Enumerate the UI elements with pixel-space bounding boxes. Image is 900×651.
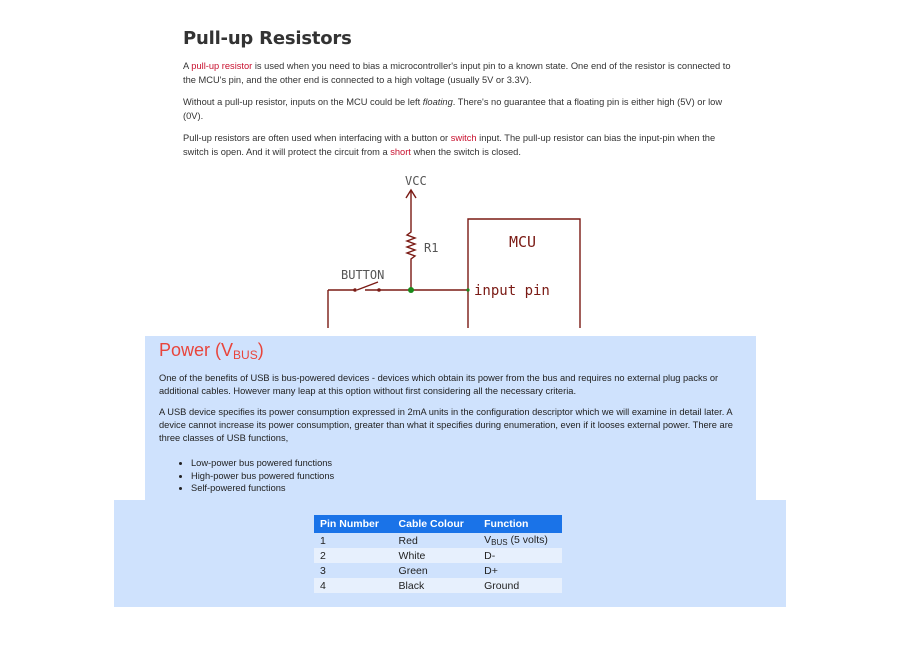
switch-contact-left: [353, 288, 357, 292]
table-row: [314, 563, 562, 578]
pin-cell: 2: [314, 548, 393, 563]
list-item: • Low-power bus powered functions: [191, 457, 739, 470]
pin-cell: 4: [314, 578, 393, 593]
header-cable-colour: Cable Colour: [393, 515, 479, 533]
text-run: . There's no guarantee that a floating pin is either high (5V) or low (0V).: [183, 97, 723, 121]
vcc-label: VCC: [405, 174, 427, 188]
text-run: Pull-up resistors are often used when interfacing with a button or: [183, 133, 451, 143]
pin-node: [466, 288, 469, 291]
function-text: V: [484, 534, 492, 546]
power-title-end: ): [257, 340, 264, 360]
list-item: • Self-powered functions: [191, 482, 739, 495]
resistor-r1-icon: [407, 228, 415, 290]
usb-function-classes-list: [159, 457, 739, 495]
text-run: is used when you need to bias a microcontroller's input pin to a known state. One end of the resistor is connected to the MCU's pin, and the other end is connected to a high voltage (usually 5V or 3.3V).: [183, 61, 731, 85]
function-cell: D+: [478, 563, 562, 578]
text-run: Without a pull-up resistor, inputs on the MCU could be left: [183, 97, 423, 107]
pullup-schematic: [300, 168, 600, 333]
colour-cell: White: [393, 548, 479, 563]
header-function: Function: [478, 515, 562, 533]
list-item: • High-power bus powered functions: [191, 470, 739, 483]
power-paragraph-1: One of the benefits of USB is bus-powered devices - devices which obtain its power from the bus and requires no external plug packs or additional cables. However many leap at this option without first considering all the necessary criteria.: [159, 373, 719, 396]
floating-emphasis: floating: [422, 97, 453, 107]
switch-link[interactable]: switch: [450, 133, 477, 143]
pullup-paragraph-2: [183, 95, 743, 123]
mcu-label: MCU: [509, 233, 537, 251]
colour-cell: Green: [393, 563, 479, 578]
table-row: [314, 548, 562, 563]
function-cell: D-: [478, 548, 562, 563]
function-text-end: (5 volts): [507, 534, 548, 546]
pull-up-resistor-link[interactable]: pull-up resistor: [191, 61, 253, 71]
header-pin-number: Pin Number: [314, 515, 393, 533]
table-row: [314, 578, 562, 593]
usb-pin-table: [314, 515, 562, 593]
power-title-subscript: BUS: [233, 348, 258, 362]
function-cell: Ground: [478, 578, 562, 593]
power-section: [159, 340, 739, 495]
pullup-paragraph-3: [183, 131, 743, 159]
switch-contact-right: [377, 288, 381, 292]
function-cell: [478, 533, 562, 548]
pin-cell: 3: [314, 563, 393, 578]
short-link[interactable]: short: [390, 147, 411, 157]
table-header-row: [314, 515, 562, 533]
colour-cell: Black: [393, 578, 479, 593]
r1-label: R1: [424, 241, 439, 255]
power-title-text: Power (V: [159, 340, 234, 360]
colour-cell: Red: [393, 533, 479, 548]
power-title: [159, 340, 739, 362]
schematic-diagram: [300, 168, 600, 328]
pullup-section: [183, 28, 743, 167]
input-pin-label: input pin: [474, 283, 550, 299]
power-paragraph-2: A USB device specifies its power consumption expressed in 2mA units in the configuration descriptor which we will examine in detail later. A device cannot increase its power consumption, greater than what it specifies during enumeration, even if it looses external power. There are three classes of USB functions,: [159, 407, 733, 443]
pullup-title: Pull-up Resistors: [183, 28, 352, 49]
table-row: [314, 533, 562, 548]
function-subscript: BUS: [491, 538, 508, 547]
button-switch-icon: [357, 282, 378, 290]
text-run: input. The pull-up resistor can bias the input-pin when the switch is open. And it will protect the circuit from a: [183, 133, 716, 157]
text-run: A: [183, 61, 192, 71]
pin-cell: 1: [314, 533, 393, 548]
button-label: BUTTON: [341, 268, 385, 282]
junction-node: [408, 287, 414, 293]
pullup-paragraph-1: [183, 59, 743, 87]
text-run: when the switch is closed.: [410, 147, 521, 157]
